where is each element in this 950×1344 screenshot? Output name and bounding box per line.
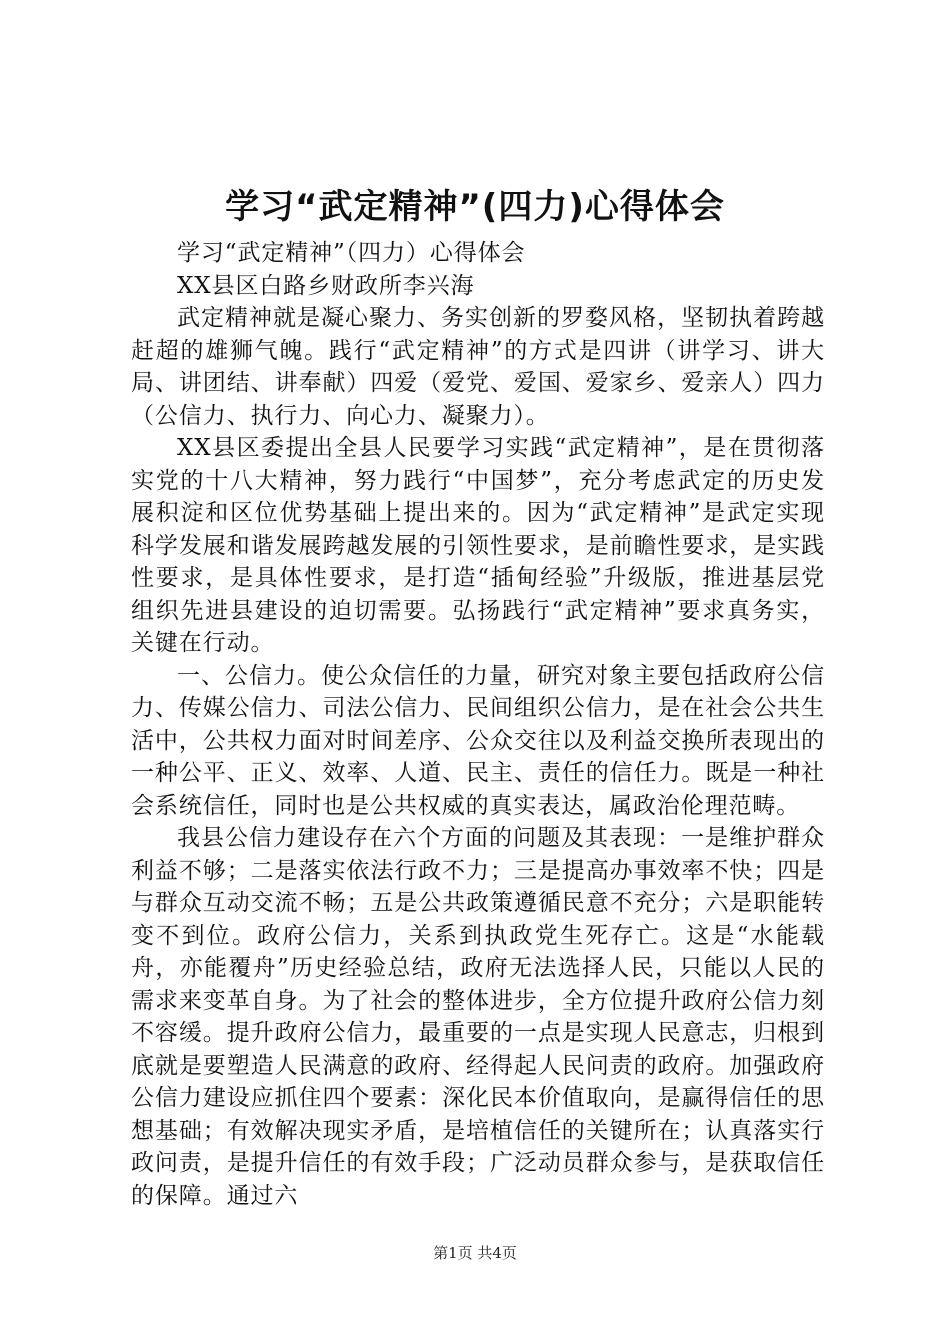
- paragraph-author: XX县区白路乡财政所李兴海: [177, 272, 475, 299]
- paragraph-credibility: 一、公信力。使公众信任的力量，研究对象主要包括政府公信力、传媒公信力、司法公信力、民间组织公信力，是在社会公共生活中，公共权力面对时间差序、公众交往以及利益交换所表现出的一种公平、正义、效率、人道、民主、责任的信任力。既是一种社会系统信任，同时也是公共权威的真实表达，属政治伦理范畴。: [131, 662, 825, 819]
- paragraph-problems: 我县公信力建设存在六个方面的问题及其表现：一是维护群众利益不够；二是落实依法行政不力；三是提高办事效率不快；四是与群众互动交流不畅；五是公共政策遵循民意不充分；六是职能转变不到位。政府公信力，关系到执政党生死存亡。这是“水能载舟，亦能覆舟”历史经验总结，政府无法选择人民，只能以人民的需求来变革自身。为了社会的整体进步，全方位提升政府公信力刻不容缓。提升政府公信力，最重要的一点是实现人民意志，归根到底就是要塑造人民满意的政府、经得起人民问责的政府。加强政府公信力建设应抓住四个要素：深化民本价值取向，是赢得信任的思想基础；有效解决现实矛盾，是培植信任的关键所在；认真落实行政问责，是提升信任的有效手段；广泛动员群众参与，是获取信任的保障。通过六: [131, 825, 825, 1209]
- paragraph-subtitle: 学习“武定精神”（四力）心得体会: [177, 240, 526, 266]
- document-body: [131, 237, 825, 1212]
- paragraph-background: XX县区委提出全县人民要学习实践“武定精神”，是在贯彻落实党的十八大精神，努力践行“中国梦”，充分考虑武定的历史发展积淀和区位优势基础上提出来的。因为“武定精神”是武定实现科学发展和谐发展跨越发展的引领性要求，是前瞻性要求，是实践性要求，是具体性要求，是打造“插甸经验”升级版，推进基层党组织先进县建设的迫切需要。弘扬践行“武定精神”要求真务实，关键在行动。: [131, 435, 825, 656]
- paragraph-intro: 武定精神就是凝心聚力、务实创新的罗婺风格，坚韧执着跨越赶超的雄狮气魄。践行“武定精神”的方式是四讲（讲学习、讲大局、讲团结、讲奉献）四爱（爱党、爱国、爱家乡、爱亲人）四力（公信力、执行力、向心力、凝聚力）。: [131, 305, 825, 429]
- page-number-footer: 第1页 共4页: [433, 1244, 517, 1262]
- document-title: 学习“武定精神”(四力)心得体会: [225, 187, 725, 227]
